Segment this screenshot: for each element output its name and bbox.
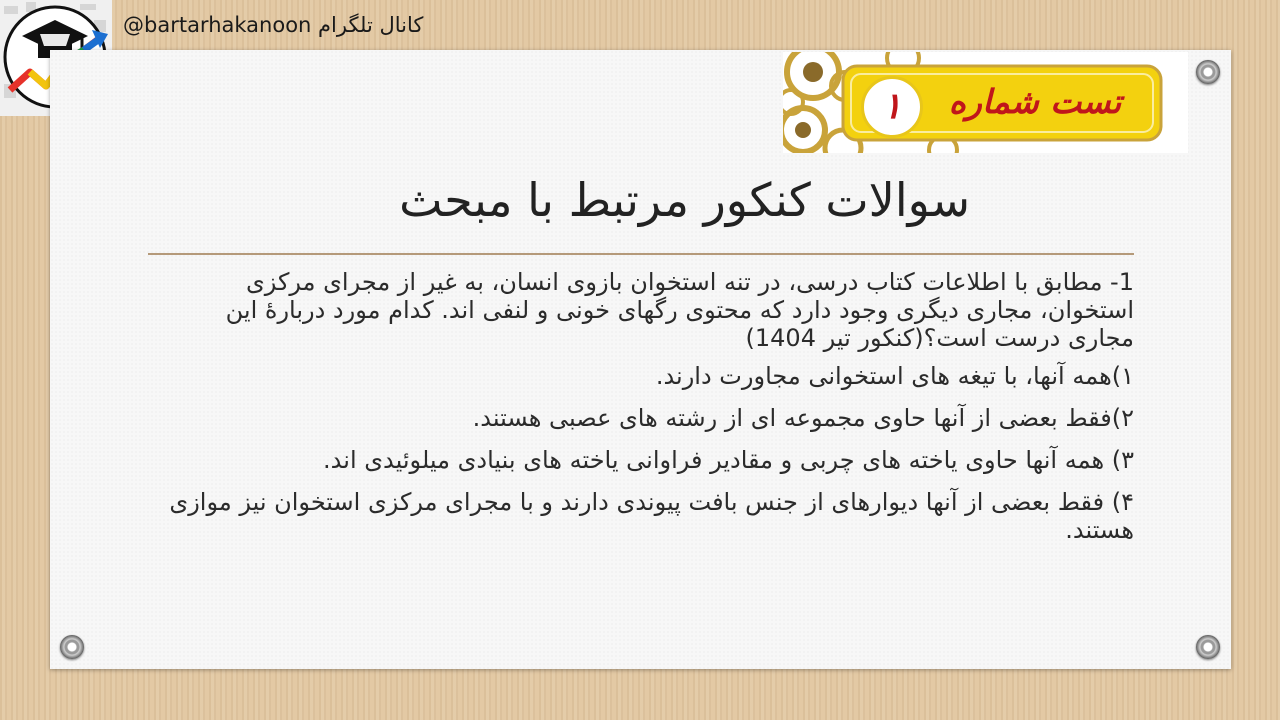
slide-card: [50, 50, 1231, 669]
test-number-badge: [783, 52, 1188, 153]
option-3: ۳) همه آنها حاوی یاخته های چربی و مقادیر فراوانی یاخته های بنیادی میلوئیدی اند.: [323, 446, 1134, 474]
question-block: [162, 268, 1134, 558]
option-1: ۱)همه آنها، با تیغه های استخوانی مجاورت دارند.: [655, 362, 1134, 390]
badge-number: ۱: [861, 76, 923, 138]
question-text: 1- مطابق با اطلاعات کتاب درسی، در تنه استخوان بازوی انسان، به غیر از مجرای مرکزی استخوان، مجاری دیگری وجود دارد که محتوی رگهای خونی و لنفی اند. کدام مورد دربارهٔ این مجاری درست است؟(کنکور تیر 1404): [225, 268, 1134, 352]
option-2: ۲)فقط بعضی از آنها حاوی مجموعه ای از رشته های عصبی هستند.: [472, 404, 1134, 432]
pushpin-icon: [1196, 635, 1220, 659]
slide-title: سوالات کنکور مرتبط با مبحث: [399, 173, 970, 227]
telegram-channel-text: @bartarhakanoon کانال تلگرام: [123, 13, 424, 37]
pushpin-icon: [1196, 60, 1220, 84]
badge-label: تست شماره: [948, 82, 1122, 121]
option-4: ۴) فقط بعضی از آنها دیوارهای از جنس بافت پیوندی دارند و با مجرای مرکزی استخوان نیز موازی هستند.: [169, 488, 1134, 544]
title-divider: [148, 253, 1134, 255]
pushpin-icon: [60, 635, 84, 659]
